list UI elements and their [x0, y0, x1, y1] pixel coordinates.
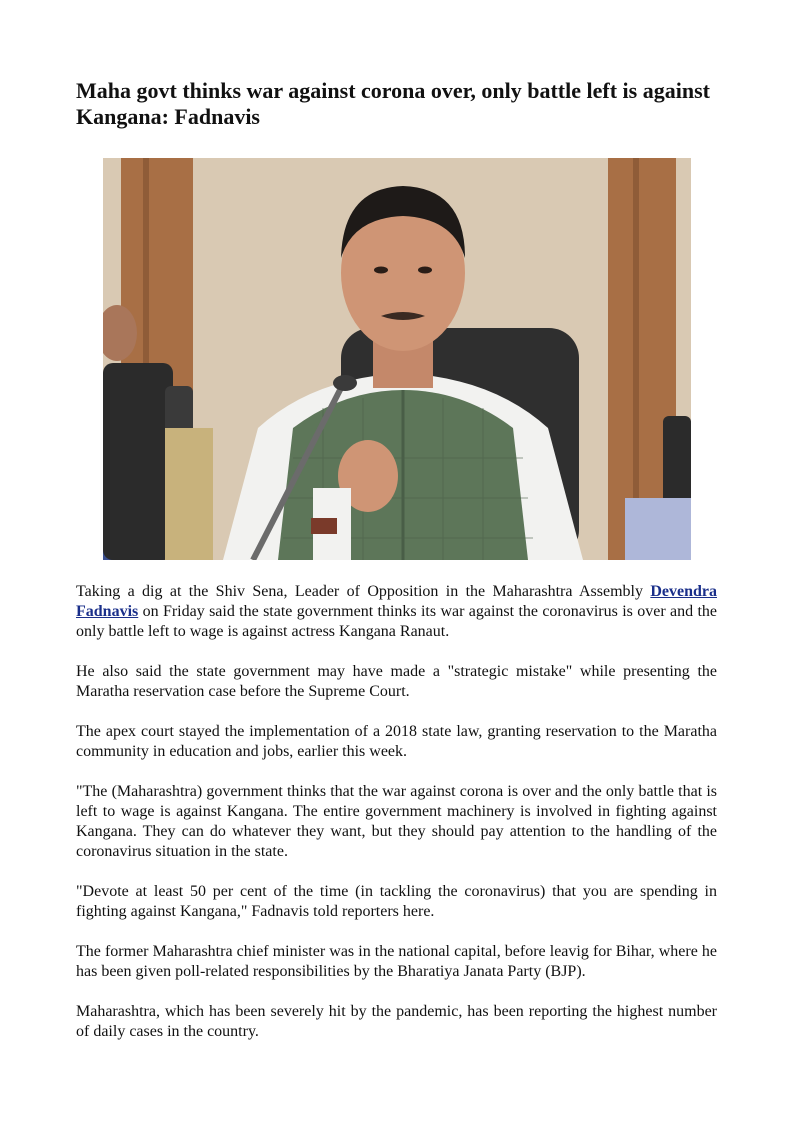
paragraph-text: Taking a dig at the Shiv Sena, Leader of Opposition in the Maharashtra Assembly — [76, 583, 651, 600]
paragraph-text: on Friday said the state government thinks its war against the coronavirus is over and the only battle left to wage is against actress Kangana Ranaut. — [76, 603, 717, 640]
article-paragraph: "Devote at least 50 per cent of the time (in tackling the coronavirus) that you are spending in fighting against Kangana," Fadnavis told reporters here. — [76, 883, 717, 920]
person-link[interactable]: Devendra Fadnavis — [76, 583, 717, 620]
article-paragraph: Maharashtra, which has been severely hit by the pandemic, has been reporting the highest number of daily cases in the country. — [76, 1003, 717, 1040]
article-paragraph — [76, 582, 717, 642]
article-headline: Maha govt thinks war against corona over, only battle left is against Kangana: Fadnavis — [76, 78, 710, 129]
article-paragraph: "The (Maharashtra) government thinks that the war against corona is over and the only battle that is left to wage is against Kangana. The entire government machinery is involved in fighting against Kangana. They can do whatever they want, but they should pay attention to the handling of the coronavirus situation in the state. — [76, 783, 717, 860]
article-body — [76, 582, 717, 1062]
speaker-photo-illustration — [103, 158, 691, 560]
article-photo — [103, 158, 691, 560]
article-paragraph: The apex court stayed the implementation of a 2018 state law, granting reservation to the Maratha community in education and jobs, earlier this week. — [76, 723, 717, 760]
article-paragraph: He also said the state government may have made a "strategic mistake" while presenting the Maratha reservation case before the Supreme Court. — [76, 663, 717, 700]
article-paragraph: The former Maharashtra chief minister was in the national capital, before leavig for Bihar, where he has been given poll-related responsibilities by the Bharatiya Janata Party (BJP). — [76, 943, 717, 980]
